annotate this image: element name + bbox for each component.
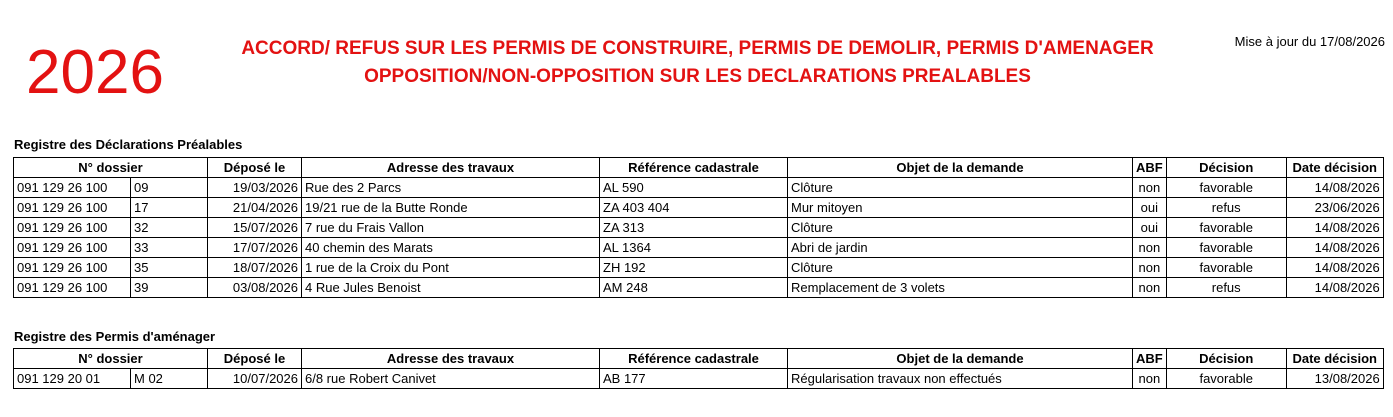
table-row xyxy=(14,278,1384,298)
cell-objet: Abri de jardin xyxy=(788,238,1133,258)
table-row xyxy=(14,369,1384,389)
cell-dossier: 091 129 26 100 xyxy=(14,238,131,258)
cell-date-decision: 14/08/2026 xyxy=(1286,278,1383,298)
table-row xyxy=(14,238,1384,258)
cell-date-decision: 14/08/2026 xyxy=(1286,178,1383,198)
cell-depose: 15/07/2026 xyxy=(208,218,302,238)
cell-depose: 18/07/2026 xyxy=(208,258,302,278)
cell-cadastre: ZA 403 404 xyxy=(600,198,788,218)
header-cadastre: Référence cadastrale xyxy=(600,158,788,178)
pa-header-row xyxy=(14,349,1384,369)
header-abf: ABF xyxy=(1133,349,1167,369)
cell-dossier: 091 129 26 100 xyxy=(14,278,131,298)
cell-num: 39 xyxy=(131,278,208,298)
header-decision: Décision xyxy=(1166,349,1286,369)
table-row xyxy=(14,178,1384,198)
header-adresse: Adresse des travaux xyxy=(302,349,600,369)
table-row xyxy=(14,218,1384,238)
cell-adresse: Rue des 2 Parcs xyxy=(302,178,600,198)
cell-cadastre: AB 177 xyxy=(600,369,788,389)
cell-objet: Clôture xyxy=(788,178,1133,198)
cell-dossier: 091 129 26 100 xyxy=(14,178,131,198)
cell-dossier: 091 129 20 01 xyxy=(14,369,131,389)
cell-num: 35 xyxy=(131,258,208,278)
table-row xyxy=(14,258,1384,278)
cell-abf: oui xyxy=(1133,218,1167,238)
cell-cadastre: AM 248 xyxy=(600,278,788,298)
header-depose: Déposé le xyxy=(208,158,302,178)
cell-decision: refus xyxy=(1166,278,1286,298)
cell-depose: 19/03/2026 xyxy=(208,178,302,198)
cell-date-decision: 13/08/2026 xyxy=(1286,369,1383,389)
cell-abf: non xyxy=(1133,258,1167,278)
header-dossier: N° dossier xyxy=(14,349,208,369)
cell-abf: non xyxy=(1133,369,1167,389)
header-objet: Objet de la demande xyxy=(788,158,1133,178)
cell-adresse: 4 Rue Jules Benoist xyxy=(302,278,600,298)
cell-decision: favorable xyxy=(1166,218,1286,238)
cell-decision: favorable xyxy=(1166,369,1286,389)
title-line-2: OPPOSITION/NON-OPPOSITION SUR LES DECLARATIONS PREALABLES xyxy=(364,66,1031,87)
header-cadastre: Référence cadastrale xyxy=(600,349,788,369)
table-row xyxy=(14,198,1384,218)
header-objet: Objet de la demande xyxy=(788,349,1133,369)
cell-abf: non xyxy=(1133,278,1167,298)
cell-num: M 02 xyxy=(131,369,208,389)
cell-decision: refus xyxy=(1166,198,1286,218)
cell-num: 32 xyxy=(131,218,208,238)
title-line-1: ACCORD/ REFUS SUR LES PERMIS DE CONSTRUIRE, PERMIS DE DEMOLIR, PERMIS D'AMENAGER xyxy=(241,38,1154,59)
header-depose: Déposé le xyxy=(208,349,302,369)
cell-dossier: 091 129 26 100 xyxy=(14,258,131,278)
cell-objet: Remplacement de 3 volets xyxy=(788,278,1133,298)
cell-cadastre: AL 590 xyxy=(600,178,788,198)
header-decision: Décision xyxy=(1166,158,1286,178)
pa-register-title: Registre des Permis d'aménager xyxy=(14,329,216,344)
cell-objet: Mur mitoyen xyxy=(788,198,1133,218)
cell-depose: 17/07/2026 xyxy=(208,238,302,258)
cell-abf: non xyxy=(1133,178,1167,198)
cell-decision: favorable xyxy=(1166,258,1286,278)
header-dossier: N° dossier xyxy=(14,158,208,178)
cell-abf: oui xyxy=(1133,198,1167,218)
cell-date-decision: 14/08/2026 xyxy=(1286,238,1383,258)
cell-objet: Clôture xyxy=(788,258,1133,278)
cell-date-decision: 14/08/2026 xyxy=(1286,258,1383,278)
cell-adresse: 7 rue du Frais Vallon xyxy=(302,218,600,238)
header-date-decision: Date décision xyxy=(1286,158,1383,178)
cell-objet: Régularisation travaux non effectués xyxy=(788,369,1133,389)
cell-abf: non xyxy=(1133,238,1167,258)
cell-num: 33 xyxy=(131,238,208,258)
dp-register-title: Registre des Déclarations Préalables xyxy=(14,137,243,152)
cell-cadastre: AL 1364 xyxy=(600,238,788,258)
pa-register-table xyxy=(13,348,1384,389)
cell-date-decision: 14/08/2026 xyxy=(1286,218,1383,238)
cell-cadastre: ZA 313 xyxy=(600,218,788,238)
update-date: Mise à jour du 17/08/2026 xyxy=(1234,34,1385,49)
cell-depose: 21/04/2026 xyxy=(208,198,302,218)
cell-decision: favorable xyxy=(1166,238,1286,258)
header-abf: ABF xyxy=(1133,158,1167,178)
cell-depose: 03/08/2026 xyxy=(208,278,302,298)
cell-cadastre: ZH 192 xyxy=(600,258,788,278)
cell-num: 17 xyxy=(131,198,208,218)
cell-date-decision: 23/06/2026 xyxy=(1286,198,1383,218)
year-heading: 2026 xyxy=(26,38,164,107)
cell-adresse: 40 chemin des Marats xyxy=(302,238,600,258)
dp-header-row xyxy=(14,158,1384,178)
dp-register-table xyxy=(13,157,1384,298)
cell-decision: favorable xyxy=(1166,178,1286,198)
document-title xyxy=(190,35,1205,91)
cell-adresse: 19/21 rue de la Butte Ronde xyxy=(302,198,600,218)
header-date-decision: Date décision xyxy=(1286,349,1383,369)
cell-num: 09 xyxy=(131,178,208,198)
cell-objet: Clôture xyxy=(788,218,1133,238)
cell-dossier: 091 129 26 100 xyxy=(14,198,131,218)
cell-adresse: 1 rue de la Croix du Pont xyxy=(302,258,600,278)
header-adresse: Adresse des travaux xyxy=(302,158,600,178)
cell-depose: 10/07/2026 xyxy=(208,369,302,389)
cell-adresse: 6/8 rue Robert Canivet xyxy=(302,369,600,389)
cell-dossier: 091 129 26 100 xyxy=(14,218,131,238)
